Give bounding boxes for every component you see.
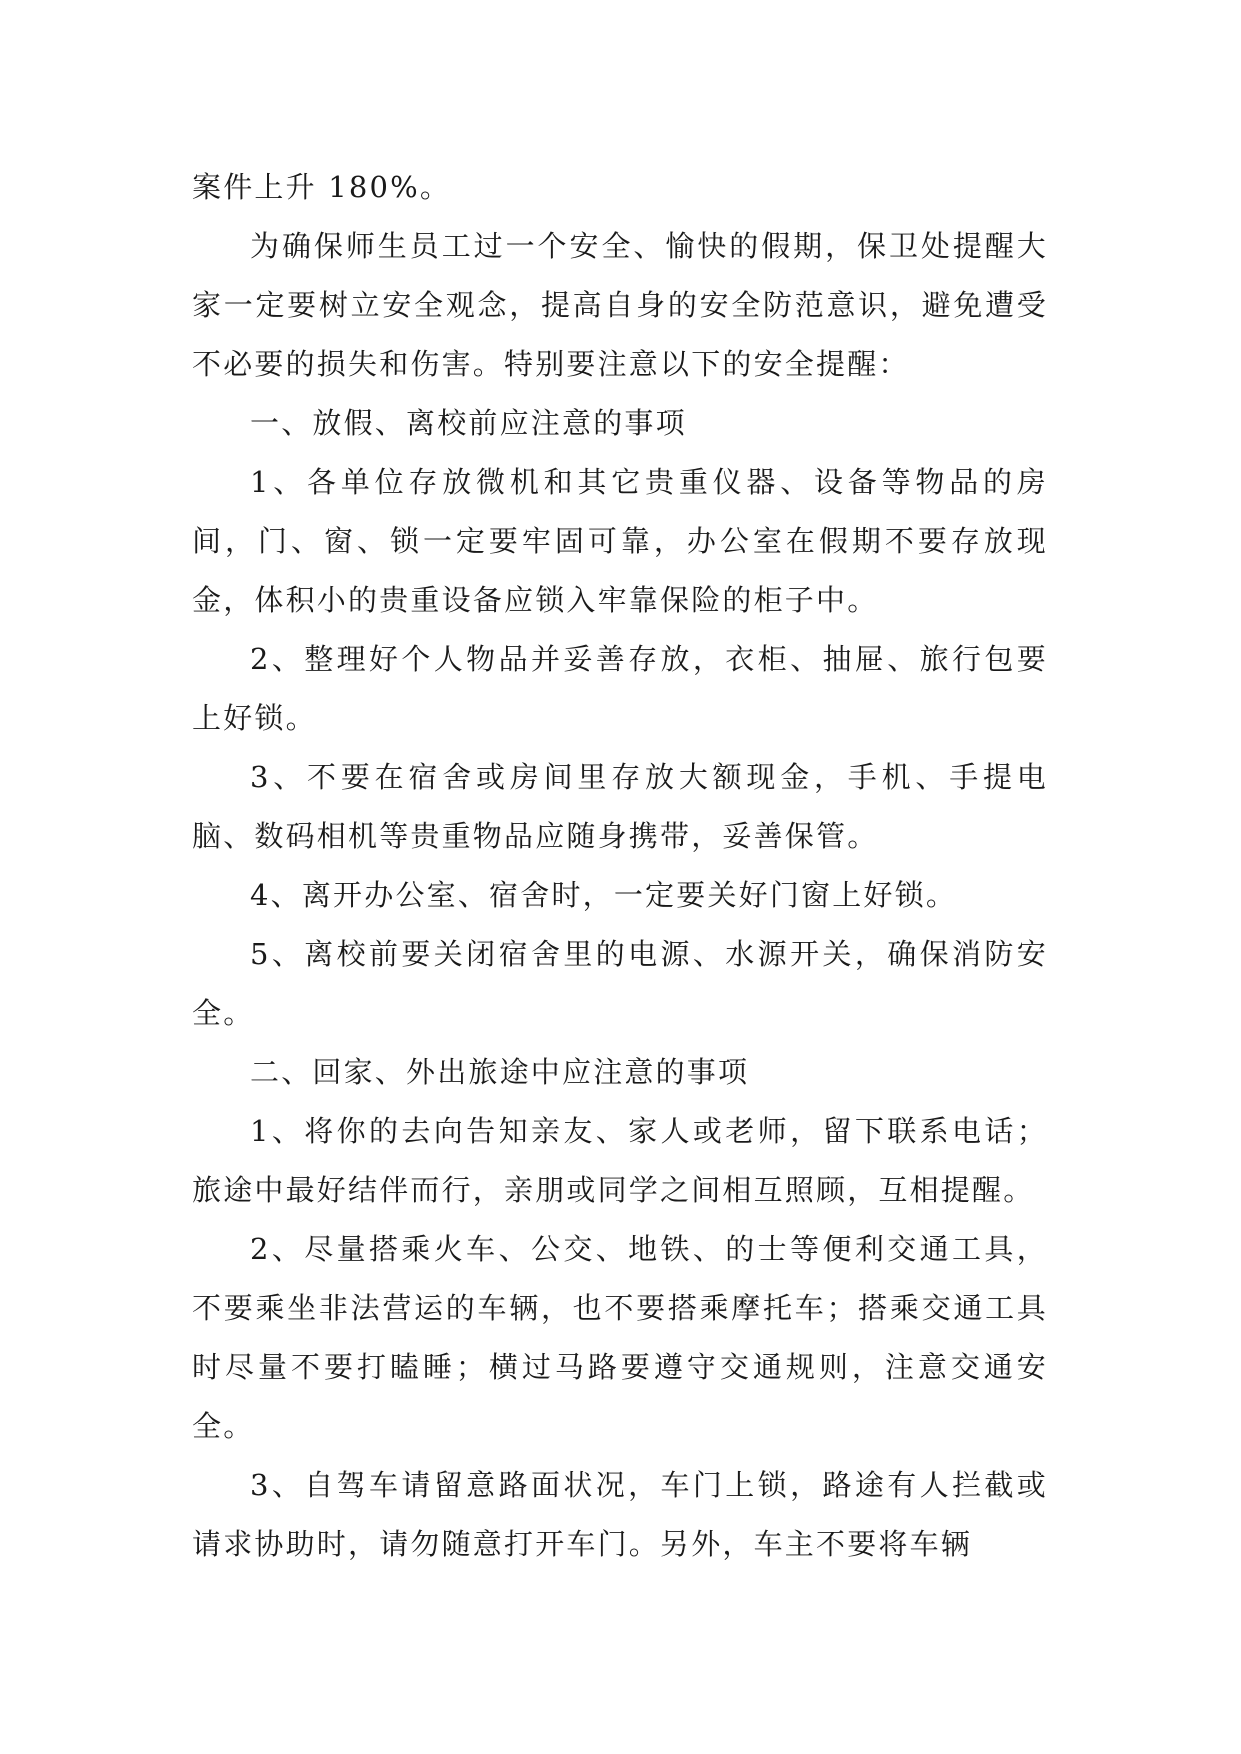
list-item-1-1: 1、各单位存放微机和其它贵重仪器、设备等物品的房间，门、窗、锁一定要牢固可靠，办公室在假期不要存放现金，体积小的贵重设备应锁入牢靠保险的柜子中。 (192, 465, 1048, 617)
list-item-2-1: 1、将你的去向告知亲友、家人或老师，留下联系电话；旅途中最好结伴而行，亲朋或同学之间相互照顾，互相提醒。 (192, 1114, 1048, 1207)
paragraph-continuation: 案件上升 180%。 (192, 170, 452, 204)
section-heading-1: 一、放假、离校前应注意的事项 (250, 406, 687, 440)
document-body (192, 158, 1048, 1574)
list-item-1-3: 3、不要在宿舍或房间里存放大额现金，手机、手提电脑、数码相机等贵重物品应随身携带，妥善保管。 (192, 760, 1048, 853)
list-item-2-3: 3、自驾车请留意路面状况，车门上锁，路途有人拦截或请求协助时，请勿随意打开车门。另外，车主不要将车辆 (192, 1468, 1048, 1561)
list-item-1-5: 5、离校前要关闭宿舍里的电源、水源开关，确保消防安全。 (192, 937, 1048, 1030)
list-item-1-2: 2、整理好个人物品并妥善存放，衣柜、抽屉、旅行包要上好锁。 (192, 642, 1048, 735)
paragraph-intro: 为确保师生员工过一个安全、愉快的假期，保卫处提醒大家一定要树立安全观念，提高自身的安全防范意识，避免遭受不必要的损失和伤害。特别要注意以下的安全提醒： (192, 229, 1048, 381)
list-item-2-2: 2、尽量搭乘火车、公交、地铁、的士等便利交通工具，不要乘坐非法营运的车辆，也不要搭乘摩托车；搭乘交通工具时尽量不要打瞌睡；横过马路要遵守交通规则，注意交通安全。 (192, 1232, 1048, 1443)
section-heading-2: 二、回家、外出旅途中应注意的事项 (250, 1055, 750, 1089)
list-item-1-4: 4、离开办公室、宿舍时，一定要关好门窗上好锁。 (250, 878, 958, 912)
